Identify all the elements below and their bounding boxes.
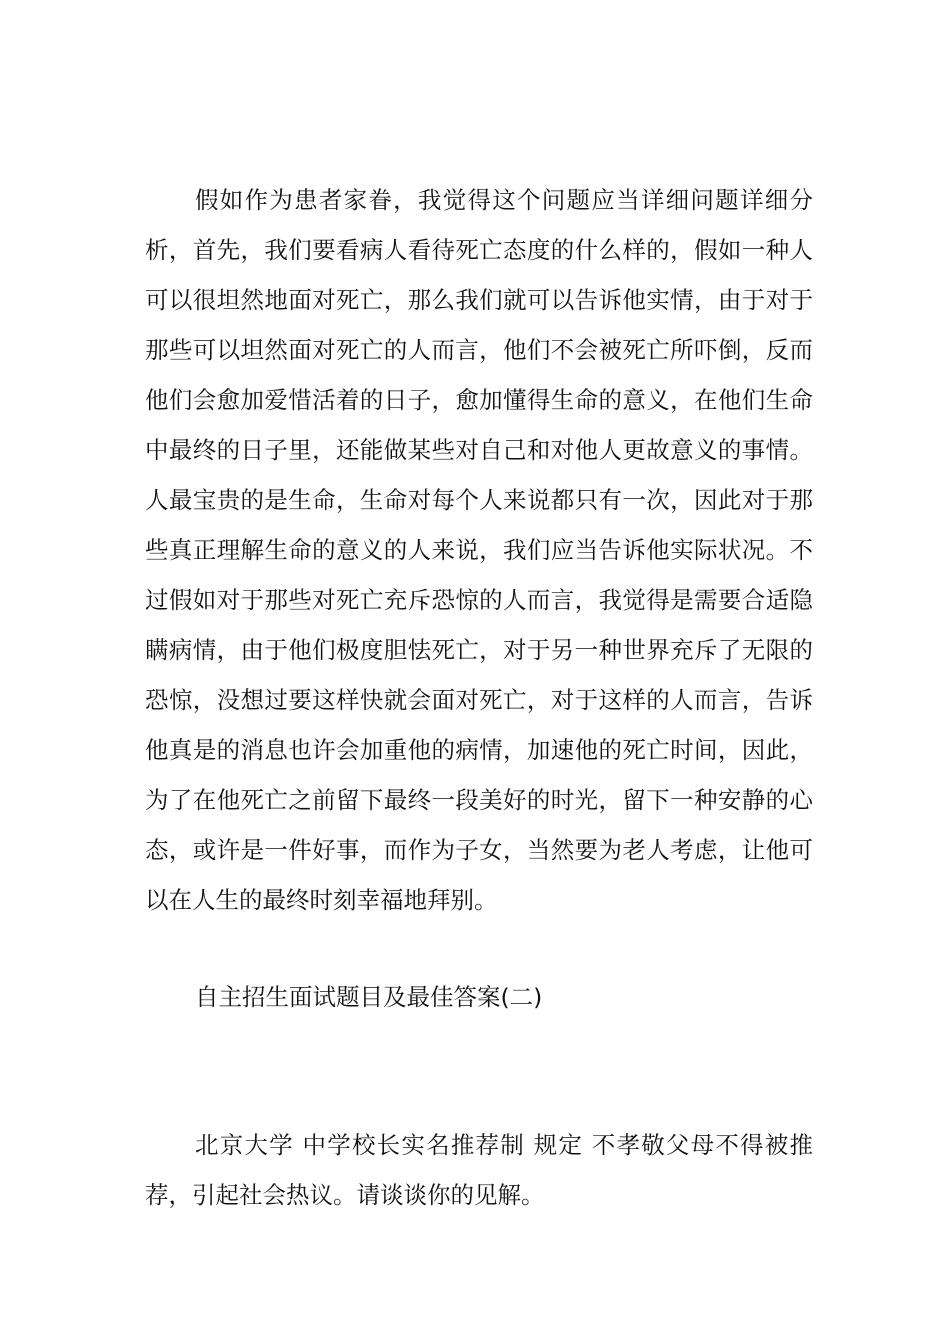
body-paragraph-1: 假如作为患者家眷，我觉得这个问题应当详细问题详细分析，首先，我们要看病人看待死亡态度的什么样的，假如一种人可以很坦然地面对死亡，那么我们就可以告诉他实情，由于对于那些可以坦然面对死亡的人而言，他们不会被死亡所吓倒，反而他们会愈加爱惜活着的日子，愈加懂得生命的意义，在他们生命中最终的日子里，还能做某些对自己和对他人更故意义的事情。人最宝贵的是生命，生命对每个人来说都只有一次，因此对于那些真正理解生命的意义的人来说，我们应当告诉他实际状况。不过假如对于那些对死亡充斥恐惊的人而言，我觉得是需要合适隐瞒病情，由于他们极度胆怯死亡，对于另一种世界充斥了无限的恐惊，没想过要这样快就会面对死亡，对于这样的人而言，告诉他真是的消息也许会加重他的病情，加速他的死亡时间，因此，为了在他死亡之前留下最终一段美好的时光，留下一种安静的心态，或许是一件好事，而作为子女，当然要为老人考虑，让他可以在人生的最终时刻幸福地拜别。 [145,186,813,914]
section-heading: 自主招生面试题目及最佳答案(二) [195,983,543,1011]
body-paragraph-2: 北京大学 中学校长实名推荐制 规定 不孝敬父母不得被推荐，引起社会热议。请谈谈你的见解。 [145,1131,813,1209]
